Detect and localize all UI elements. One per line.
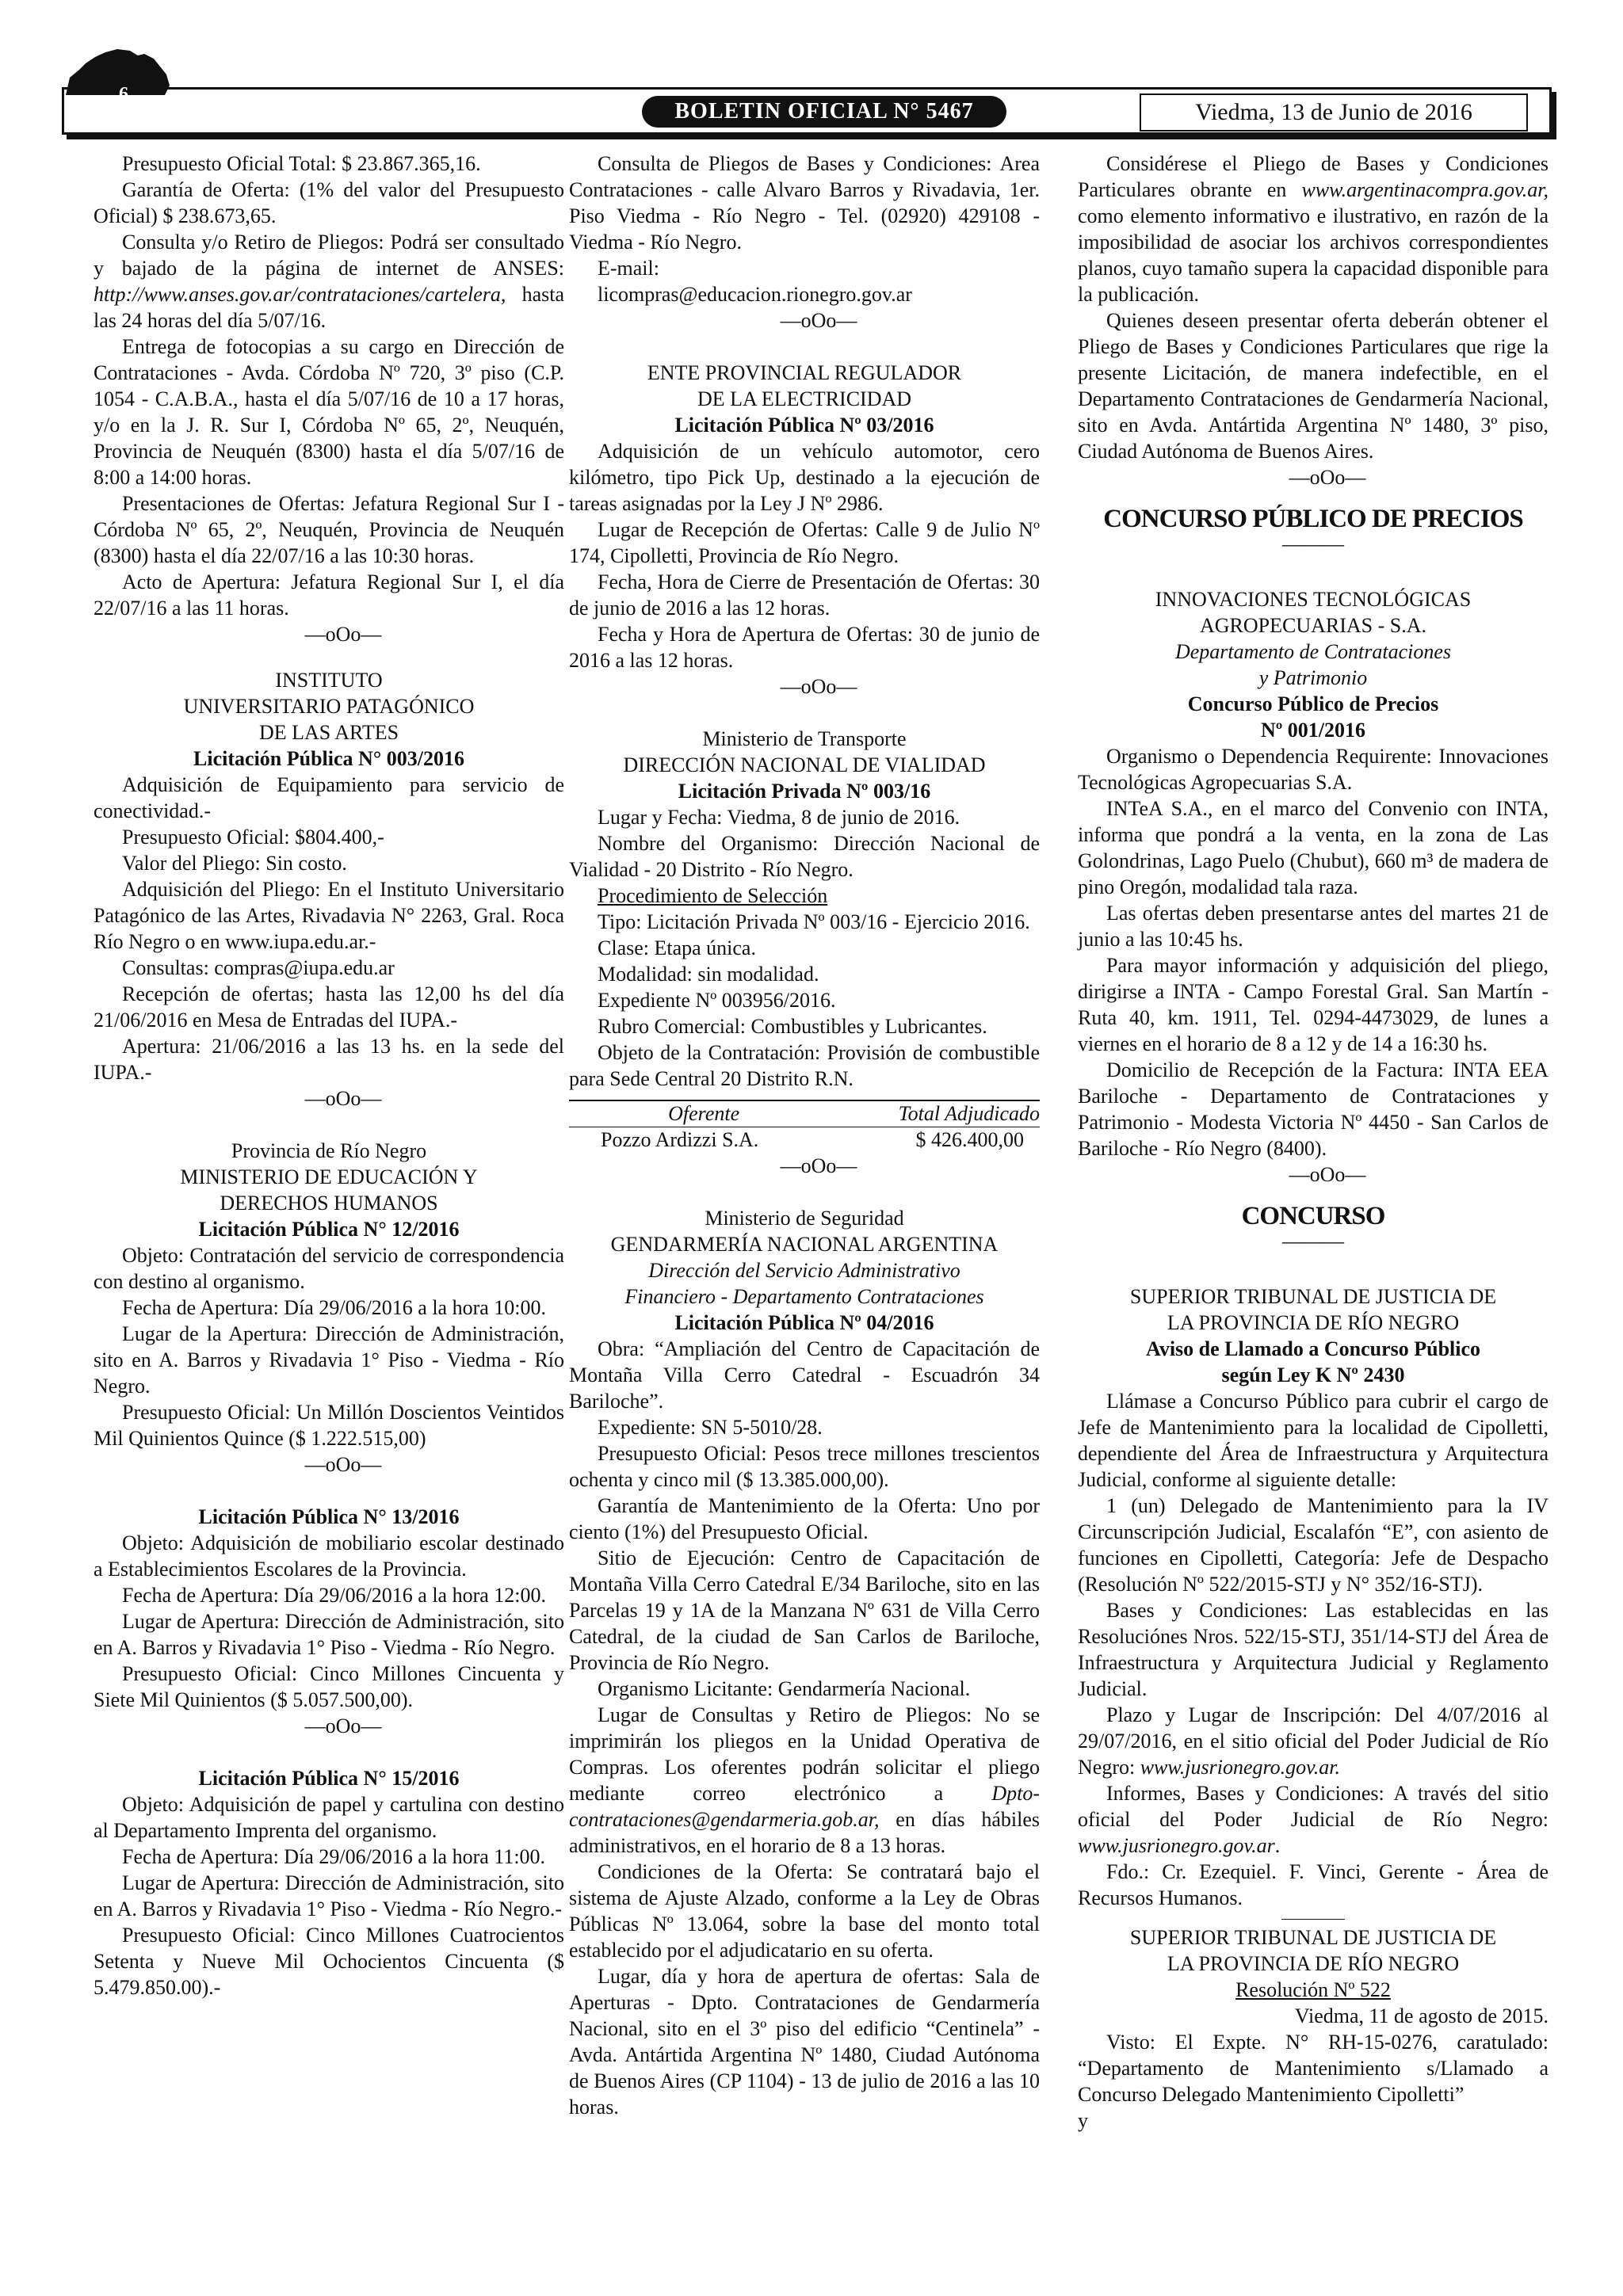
award-table [569, 1100, 1040, 1153]
paragraph: Quienes deseen presentar oferta deberán obtener el Pliego de Bases y Condiciones Particulares que rige la presente Licitación, de manera indefectible, en el Departamento Contrataciones de Gendarmería Nacional, sito en Avda. Antártida Argentina Nº 1480, 3º piso, Ciudad Autónoma de Buenos Aires. [1078, 309, 1549, 463]
paragraph: Nombre del Organismo: Dirección Nacional de Vialidad - 20 Distrito - Río Negro. [569, 832, 1040, 881]
paragraph: Apertura: 21/06/2016 a las 13 hs. en la sede del IUPA.- [94, 1035, 564, 1084]
paragraph: Acto de Apertura: Jefatura Regional Sur I, el día 22/07/16 a las 11 horas. [94, 570, 564, 620]
paragraph: E-mail: [598, 257, 659, 280]
org-name: MINISTERIO DE EDUCACIÓN Y [180, 1165, 478, 1188]
org-name: ENTE PROVINCIAL REGULADOR [647, 361, 962, 384]
issue-date: Viedma, 13 de Junio de 2016 [1140, 93, 1528, 132]
paragraph: Presupuesto Oficial: $804.400,- [122, 826, 384, 849]
org-name: DE LAS ARTES [258, 721, 399, 744]
org-name: DIRECCIÓN NACIONAL DE VIALIDAD [623, 753, 986, 776]
separator: —oOo— [1289, 466, 1366, 489]
paragraph: Presupuesto Oficial Total: $ 23.867.365,16. [122, 152, 481, 175]
org-name: GENDARMERÍA NACIONAL ARGENTINA [610, 1233, 999, 1256]
notice-title: Licitación Pública N° 003/2016 [193, 747, 464, 770]
notice-title: según Ley K Nº 2430 [1221, 1363, 1405, 1386]
org-name: Ministerio de Transporte [702, 727, 907, 750]
page-number: 6 [119, 84, 128, 105]
paragraph: Valor del Pliego: Sin costo. [122, 852, 347, 875]
org-name: SUPERIOR TRIBUNAL DE JUSTICIA DE [1129, 1285, 1497, 1308]
org-name: Dirección del Servicio Administrativo [648, 1259, 960, 1282]
separator: —oOo— [304, 1714, 382, 1737]
paragraph: Expediente: SN 5-5010/28. [598, 1416, 823, 1439]
website-link[interactable]: www.jusrionegro.gov.ar. [1140, 1756, 1341, 1779]
paragraph: Organismo o Dependencia Requirente: Innovaciones Tecnológicas Agropecuarias S.A. [1078, 745, 1549, 794]
column-1 [94, 151, 564, 2000]
section-heading: CONCURSO PÚBLICO DE PRECIOS [1103, 505, 1523, 533]
table-header: Total Adjudicado [838, 1100, 1040, 1127]
column-2 [569, 151, 1040, 2120]
notice-title: Licitación Privada Nº 003/16 [678, 780, 931, 803]
org-name: LA PROVINCIA DE RÍO NEGRO [1167, 1311, 1460, 1334]
org-name: UNIVERSITARIO PATAGÓNICO [183, 695, 475, 718]
paragraph: Objeto: Contratación del servicio de correspondencia con destino al organismo. [94, 1244, 564, 1293]
paragraph: Domicilio de Recepción de la Factura: INTA EEA Bariloche - Departamento de Contrataciones y Patrimonio - Modesta Victoria Nº 4450 - San Carlos de Bariloche - Río Negro (8400). [1078, 1058, 1549, 1160]
paragraph: Organismo Licitante: Gendarmería Nacional. [598, 1677, 971, 1700]
paragraph: Entrega de fotocopias a su cargo en Dirección de Contrataciones - Avda. Córdoba Nº 720, 3º piso (C.P. 1054 - C.A.B.A., hasta el día 5/07/16 de 10 a 17 horas, y/o en la J. R. Sur I, Córdoba Nº 65, 2º, Neuquén, Provincia de Neuquén (8300) hasta el día 5/07/16 de 8:00 a 14:00 horas. [94, 335, 564, 489]
paragraph: Presentaciones de Ofertas: Jefatura Regional Sur I - Córdoba Nº 65, 2º, Neuquén, Provincia de Neuquén (8300) hasta el día 22/07/16 a las 10:30 horas. [94, 492, 564, 567]
subheading: Procedimiento de Selección [598, 884, 828, 907]
paragraph: y [1078, 2109, 1088, 2132]
paragraph: Recepción de ofertas; hasta las 12,00 hs del día 21/06/2016 en Mesa de Entradas del IUPA.- [94, 982, 564, 1032]
email-link[interactable]: licompras@educacion.rionegro.gov.ar [598, 283, 912, 306]
section-dash: ——— [1282, 532, 1344, 555]
paragraph: Sitio de Ejecución: Centro de Capacitación de Montaña Villa Cerro Catedral E/34 Bariloche, sito en las Parcelas 19 y 1A de la Manzana Nº 631 de Villa Cerro Catedral, de la ciudad de San Carlos de Bariloche, Provincia de Río Negro. [569, 1547, 1040, 1674]
notice-title: Licitación Pública Nº 04/2016 [674, 1311, 934, 1334]
paragraph: 1 (un) Delegado de Mantenimiento para la IV Circunscripción Judicial, Escalafón “E”, con asiento de funciones en Cipolletti, Categoría: Jefe de Despacho (Resolución Nº 522/2015-STJ y N° 352/16-STJ). [1078, 1494, 1549, 1596]
paragraph: Informes, Bases y Condiciones: A través del sitio oficial del Poder Judicial de Río Negro: www.jusrionegro.gov.ar. [1078, 1782, 1549, 1857]
org-name: INNOVACIONES TECNOLÓGICAS [1155, 588, 1472, 611]
paragraph: Viedma, 11 de agosto de 2015. [1294, 2004, 1549, 2027]
paragraph: Fecha de Apertura: Día 29/06/2016 a la hora 12:00. [122, 1584, 547, 1607]
notice-title: Licitación Pública N° 13/2016 [198, 1505, 460, 1528]
paragraph: Objeto: Adquisición de mobiliario escolar destinado a Establecimientos Escolares de la Provincia. [94, 1531, 564, 1581]
notice-title: Licitación Pública N° 15/2016 [198, 1767, 460, 1790]
notice-title: Concurso Público de Precios [1187, 692, 1439, 715]
paragraph: Garantía de Mantenimiento de la Oferta: Uno por ciento (1%) del Presupuesto Oficial. [569, 1494, 1040, 1543]
column-3 [1078, 151, 1549, 2134]
org-name: LA PROVINCIA DE RÍO NEGRO [1167, 1952, 1460, 1975]
separator: —oOo— [304, 623, 382, 646]
org-name: AGROPECUARIAS - S.A. [1199, 614, 1427, 637]
paragraph: Fecha de Apertura: Día 29/06/2016 a la hora 11:00. [122, 1845, 546, 1868]
org-name: Provincia de Río Negro [231, 1139, 427, 1162]
paragraph: Lugar de Apertura: Dirección de Administración, sito en A. Barros y Rivadavia 1° Piso - Viedma - Río Negro. [94, 1610, 564, 1659]
table-cell: Pozzo Ardizzi S.A. [601, 1128, 759, 1151]
website-link[interactable]: www.jusrionegro.gov.ar [1078, 1834, 1275, 1857]
paragraph: Presupuesto Oficial: Un Millón Doscientos Veintidos Mil Quinientos Quince ($ 1.222.515,00) [94, 1401, 564, 1450]
paragraph: Fecha de Apertura: Día 29/06/2016 a la hora 10:00. [122, 1296, 547, 1319]
org-name: INSTITUTO [275, 669, 383, 692]
org-name: Ministerio de Seguridad [705, 1207, 904, 1230]
paragraph: Bases y Condiciones: Las establecidas en las Resoluciónes Nros. 522/15-STJ, 351/14-STJ del Área de Infraestructura y Arquitectura Judicial y Reglamento Judicial. [1078, 1599, 1549, 1700]
paragraph: Presupuesto Oficial: Cinco Millones Cincuenta y Siete Mil Quinientos ($ 5.057.500,00). [94, 1662, 564, 1711]
separator: —oOo— [1289, 1163, 1366, 1186]
paragraph: Lugar de Recepción de Ofertas: Calle 9 de Julio Nº 174, Cipolletti, Provincia de Río Negro. [569, 518, 1040, 567]
separator: —oOo— [304, 1087, 382, 1110]
paragraph: Objeto: Adquisición de papel y cartulina con destino al Departamento Imprenta del organismo. [94, 1793, 564, 1842]
section-heading: CONCURSO [1241, 1202, 1385, 1230]
paragraph: Garantía de Oferta: (1% del valor del Presupuesto Oficial) $ 238.673,65. [94, 178, 564, 227]
notice-title: Resolución Nº 522 [1235, 1978, 1391, 2001]
paragraph: Fecha y Hora de Apertura de Ofertas: 30 de junio de 2016 a las 12 horas. [569, 623, 1040, 672]
table-cell: $ 426.400,00 [915, 1128, 1024, 1151]
divider [1281, 1919, 1345, 1920]
paragraph: Adquisición del Pliego: En el Instituto Universitario Patagónico de las Artes, Rivadavia N° 2263, Gral. Roca Río Negro o en www.iupa.edu.ar.- [94, 878, 564, 953]
paragraph: Lugar de la Apertura: Dirección de Administración, sito en A. Barros y Rivadavia 1° Piso - Viedma - Río Negro. [94, 1322, 564, 1398]
separator: —oOo— [780, 309, 857, 332]
paragraph: Fdo.: Cr. Ezequiel. F. Vinci, Gerente - Área de Recursos Humanos. [1078, 1860, 1549, 1909]
table-header: Oferente [569, 1100, 838, 1127]
notice-title: Licitación Pública Nº 03/2016 [674, 414, 934, 437]
org-name: SUPERIOR TRIBUNAL DE JUSTICIA DE [1129, 1926, 1497, 1949]
org-name: y Patrimonio [1258, 666, 1368, 689]
paragraph: Lugar, día y hora de apertura de ofertas: Sala de Aperturas - Dpto. Contrataciones de Gendarmería Nacional, sito en el 3º piso del edificio “Centinela” - Avda. Antártida Argentina Nº 1480, Ciudad Autónoma de Buenos Aires (CP 1104) - 13 de julio de 2016 a las 10 horas. [569, 1965, 1040, 2119]
notice-title: Licitación Pública N° 12/2016 [198, 1218, 460, 1241]
rio-negro-map-icon [62, 46, 173, 101]
anses-link[interactable]: http://www.anses.gov.ar/contrataciones/cartelera, [94, 283, 506, 306]
paragraph: Llámase a Concurso Público para cubrir el cargo de Jefe de Mantenimiento para la localidad de Cipolletti, dependiente del Área de Infraestructura y Arquitectura Judicial, conforme al siguiente detalle: [1078, 1390, 1549, 1491]
paragraph: Lugar de Apertura: Dirección de Administración, sito en A. Barros y Rivadavia 1° Piso - Viedma - Río Negro.- [94, 1871, 564, 1920]
paragraph: Objeto de la Contratación: Provisión de combustible para Sede Central 20 Distrito R.N. [569, 1041, 1040, 1090]
paragraph: Presupuesto Oficial: Pesos trece millones trescientos ochenta y cinco mil ($ 13.385.000,00). [569, 1442, 1040, 1491]
paragraph: Expediente Nº 003956/2016. [598, 989, 836, 1012]
paragraph: Las ofertas deben presentarse antes del martes 21 de junio a las 10:45 hs. [1078, 902, 1549, 951]
email-link[interactable]: Dpto-contrataciones@gendarmeria.gob.ar, [569, 1782, 1040, 1831]
separator: —oOo— [780, 675, 857, 698]
paragraph: INTeA S.A., en el marco del Convenio con INTA, informa que pondrá a la venta, en la zona de Las Golondrinas, Lago Puelo (Chubut), 660 m³ de madera de pino Oregón, modalidad tala raza. [1078, 797, 1549, 898]
website-link[interactable]: www.argentinacompra.gov.ar, [1301, 178, 1549, 201]
paragraph: Para mayor información y adquisición del pliego, dirigirse a INTA - Campo Forestal Gral. San Martín - Ruta 40, km. 1911, Tel. 0294-4473029, de lunes a viernes en el horario de 8 a 12 y de 14 a 16:30 hs. [1078, 954, 1549, 1055]
paragraph: Lugar y Fecha: Viedma, 8 de junio de 2016. [598, 806, 960, 829]
org-name: DERECHOS HUMANOS [220, 1192, 438, 1215]
org-name: Departamento de Contrataciones [1174, 640, 1452, 663]
paragraph: Tipo: Licitación Privada Nº 003/16 - Ejercicio 2016. [598, 910, 1030, 933]
table-header-row [569, 1100, 1040, 1127]
paragraph: Modalidad: sin modalidad. [598, 963, 819, 986]
paragraph: Consulta y/o Retiro de Pliegos: Podrá ser consultado y bajado de la página de internet de ANSES: http://www.anses.gov.ar/contrataciones/cartelera, hasta las 24 horas del día 5/07/16. [94, 231, 564, 332]
table-row [569, 1127, 1040, 1154]
paragraph: Clase: Etapa única. [598, 936, 756, 959]
paragraph: Condiciones de la Oferta: Se contratará bajo el sistema de Ajuste Alzado, conforme a la Ley de Obras Públicas Nº 13.064, sobre la base del monto total establecido por el adjudicatario en su oferta. [569, 1860, 1040, 1962]
paragraph: Lugar de Consultas y Retiro de Pliegos: No se imprimirán los pliegos en la Unidad Operativa de Compras. Los oferentes podrán solicitar el pliego mediante correo electrónico a Dpto-contrataciones@gendarmeria.gob.ar, en días hábiles administrativos, en el horario de 8 a 13 horas. [569, 1703, 1040, 1857]
notice-title: Nº 001/2016 [1260, 719, 1366, 742]
paragraph: Rubro Comercial: Combustibles y Lubricantes. [598, 1015, 987, 1038]
separator: —oOo— [780, 1154, 857, 1177]
paragraph: Adquisición de Equipamiento para servicio de conectividad.- [94, 773, 564, 822]
paragraph: Obra: “Ampliación del Centro de Capacitación de Montaña Villa Cerro Catedral - Escuadrón 34 Bariloche”. [569, 1337, 1040, 1413]
paragraph: Consulta de Pliegos de Bases y Condiciones: Area Contrataciones - calle Alvaro Barros y Rivadavia, 1er. Piso Viedma - Río Negro - Tel. (02920) 429108 - Viedma - Río Negro. [569, 152, 1040, 254]
bulletin-title: BOLETIN OFICIAL N° 5467 [642, 96, 1006, 128]
paragraph: Adquisición de un vehículo automotor, cero kilómetro, tipo Pick Up, destinado a la ejecución de tareas asignadas por la Ley J Nº 2986. [569, 440, 1040, 515]
paragraph: Plazo y Lugar de Inscripción: Del 4/07/2016 al 29/07/2016, en el sitio oficial del Poder Judicial de Río Negro: www.jusrionegro.gov.ar. [1078, 1703, 1549, 1779]
paragraph: Presupuesto Oficial: Cinco Millones Cuatrocientos Setenta y Nueve Mil Ochocientos Cincuenta ($ 5.479.850.00).- [94, 1924, 564, 1999]
separator: —oOo— [304, 1453, 382, 1476]
paragraph: Consultas: compras@iupa.edu.ar [122, 956, 395, 979]
notice-title: Aviso de Llamado a Concurso Público [1145, 1337, 1481, 1360]
paragraph: Considérese el Pliego de Bases y Condiciones Particulares obrante en www.argentinacompra.gov.ar, como elemento informativo e ilustrativo, en razón de la imposibilidad de asociar los archivos correspondientes planos, cuyo tamaño supera la capacidad disponible para la publicación. [1078, 152, 1549, 306]
paragraph: Fecha, Hora de Cierre de Presentación de Ofertas: 30 de junio de 2016 a las 12 horas. [569, 570, 1040, 620]
paragraph: Visto: El Expte. N° RH-15-0276, caratulado: “Departamento de Mantenimiento s/Llamado a Concurso Delegado Mantenimiento Cipolletti” [1078, 2031, 1549, 2106]
org-name: Financiero - Departamento Contrataciones [624, 1285, 984, 1308]
section-dash: ——— [1282, 1230, 1344, 1253]
org-name: DE LA ELECTRICIDAD [697, 387, 912, 410]
